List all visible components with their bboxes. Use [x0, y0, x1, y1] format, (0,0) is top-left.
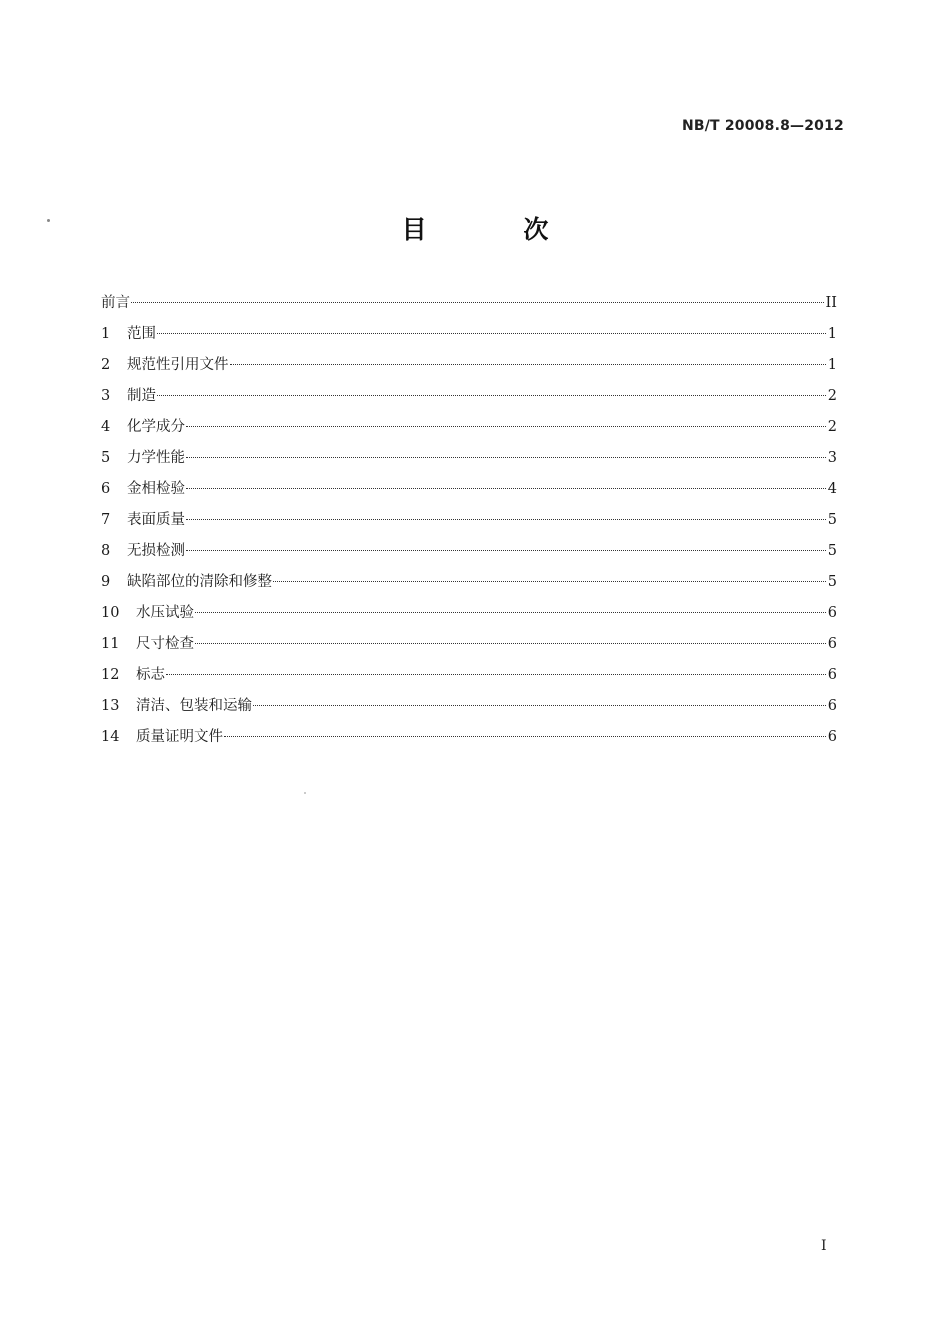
toc-entry-page: 2 [827, 419, 837, 435]
toc-dot-leader [157, 395, 826, 396]
toc-entry-number: 13 [101, 698, 120, 714]
toc-entry-label: 清洁、包装和运输 [136, 698, 252, 714]
toc-entry-page: 3 [827, 450, 837, 466]
toc-entry[interactable] [101, 598, 837, 629]
toc-entry-label: 表面质量 [127, 512, 185, 528]
toc-entry-page: 6 [827, 698, 837, 714]
toc-entry-number: 14 [101, 729, 120, 745]
toc-entry-page: 6 [827, 636, 837, 652]
page-number: I [821, 1238, 827, 1254]
toc-entry-label: 化学成分 [127, 419, 185, 435]
toc-entry-number: 12 [101, 667, 120, 683]
toc-dot-leader [166, 674, 826, 675]
toc-entry-number: 8 [101, 543, 111, 559]
toc-dot-leader [186, 426, 826, 427]
toc-entry-page: 6 [827, 605, 837, 621]
toc-entry-page: 1 [827, 326, 837, 342]
toc-entry[interactable] [101, 381, 837, 412]
toc-entry-page: 5 [827, 574, 837, 590]
toc-dot-leader [157, 333, 826, 334]
toc-entry-label: 力学性能 [127, 450, 185, 466]
toc-dot-leader [186, 519, 826, 520]
toc-entry-number: 11 [101, 636, 120, 652]
toc-entry[interactable] [101, 505, 837, 536]
toc-entry-page: II [825, 295, 837, 311]
toc-dot-leader [186, 457, 826, 458]
toc-entry-label: 范围 [127, 326, 156, 342]
toc-entry-number: 2 [101, 357, 111, 373]
toc-entry[interactable] [101, 443, 837, 474]
toc-entry-page: 4 [827, 481, 837, 497]
toc-entry[interactable] [101, 319, 837, 350]
toc-entry[interactable] [101, 567, 837, 598]
toc-entry[interactable] [101, 629, 837, 660]
toc-entry-number: 6 [101, 481, 111, 497]
toc-dot-leader [253, 705, 826, 706]
toc-dot-leader [131, 302, 824, 303]
toc-dot-leader [186, 488, 826, 489]
toc-entry-page: 6 [827, 667, 837, 683]
toc-dot-leader [273, 581, 826, 582]
toc-entry-label: 标志 [136, 667, 165, 683]
toc-entry[interactable] [101, 691, 837, 722]
toc-entry-page: 5 [827, 512, 837, 528]
toc-entry-label: 前言 [101, 295, 130, 311]
toc-entry-number: 9 [101, 574, 111, 590]
toc-entry[interactable] [101, 288, 837, 319]
toc-entry-number: 1 [101, 326, 111, 342]
toc-entry-label: 质量证明文件 [136, 729, 223, 745]
scan-speck [47, 219, 50, 222]
toc-entry-number: 7 [101, 512, 111, 528]
toc-entry-label: 制造 [127, 388, 156, 404]
toc-dot-leader [224, 736, 826, 737]
toc-entry-label: 水压试验 [136, 605, 194, 621]
toc-entry[interactable] [101, 660, 837, 691]
page-title: 目 次 [401, 215, 593, 244]
toc-dot-leader [230, 364, 826, 365]
toc-entry[interactable] [101, 412, 837, 443]
scan-speck [304, 792, 306, 794]
table-of-contents [101, 288, 837, 753]
toc-dot-leader [186, 550, 826, 551]
toc-entry[interactable] [101, 722, 837, 753]
toc-entry[interactable] [101, 350, 837, 381]
toc-entry[interactable] [101, 474, 837, 505]
toc-entry-label: 尺寸检查 [136, 636, 194, 652]
toc-entry-label: 无损检测 [127, 543, 185, 559]
toc-entry-number: 4 [101, 419, 111, 435]
standard-code: NB/T 20008.8—2012 [681, 118, 844, 134]
toc-dot-leader [195, 643, 826, 644]
toc-entry-page: 5 [827, 543, 837, 559]
toc-entry-label: 缺陷部位的清除和修整 [127, 574, 272, 590]
toc-entry-number: 10 [101, 605, 120, 621]
toc-entry[interactable] [101, 536, 837, 567]
toc-entry-page: 1 [827, 357, 837, 373]
toc-entry-number: 5 [101, 450, 111, 466]
toc-entry-page: 2 [827, 388, 837, 404]
toc-entry-number: 3 [101, 388, 111, 404]
toc-entry-label: 规范性引用文件 [127, 357, 229, 373]
toc-entry-page: 6 [827, 729, 837, 745]
toc-entry-label: 金相检验 [127, 481, 185, 497]
toc-dot-leader [195, 612, 826, 613]
